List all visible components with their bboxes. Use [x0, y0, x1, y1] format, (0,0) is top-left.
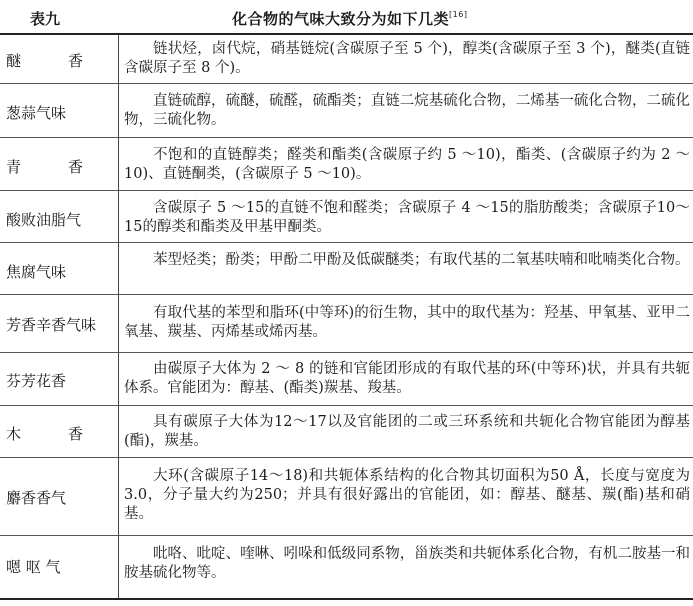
- row-category: 嗯 呕 气: [6, 558, 61, 576]
- row-separator: [0, 535, 693, 536]
- row-category: 酸败油脂气: [6, 211, 82, 229]
- category-char: 香: [68, 158, 84, 176]
- row-category: [6, 423, 114, 443]
- top-rule: [0, 33, 693, 35]
- category-char: 醚: [6, 52, 22, 70]
- column-divider: [118, 35, 119, 598]
- category-char: 木: [6, 425, 22, 443]
- row-description: 含碳原子 5 ～15的直链不饱和醛类；含碳原子 4 ～15的脂肪酸类；含碳原子10～15的醇类和酯类及甲基甲酮类。: [124, 200, 690, 235]
- row-separator: [0, 190, 693, 191]
- table-title: [232, 8, 467, 29]
- bottom-rule: [0, 598, 693, 600]
- row-category: 芳香辛香气味: [6, 316, 97, 334]
- row-separator: [0, 352, 693, 353]
- row-description: 大环(含碳原子14～18)和共轭体系结构的化合物其切面积为50 Å，长度与宽度为3.0，分子量大约为250；并具有很好露出的官能团，如：醇基、醚基、羰(酯)基和硝基。: [124, 468, 690, 522]
- table-label: 表九: [30, 10, 61, 28]
- row-separator: [0, 294, 693, 295]
- category-char: 青: [6, 158, 22, 176]
- row-description: 不饱和的直链醇类；醛类和酯类(含碳原子约 5 ～10)，酯类、(含碳原子约为 2 ～10)、直链酮类，(含碳原子 5 ～10)。: [124, 147, 690, 182]
- category-char: 香: [68, 425, 84, 443]
- row-description: 链状烃，卤代烷，硝基链烷(含碳原子至 5 个)，醇类(含碳原子至 3 个)，醚类(直链含碳原子至 8 个)。: [124, 41, 690, 76]
- table-title-text: 化合物的气味大致分为如下几类: [232, 10, 450, 28]
- row-separator: [0, 405, 693, 406]
- row-description: 具有碳原子大体为12～17以及官能团的二或三环系统和共轭化合物官能团为醇基(酯)，羰基。: [124, 414, 690, 449]
- row-category: 焦腐气味: [6, 263, 67, 281]
- row-category: 芬芳花香: [6, 372, 67, 390]
- row-separator: [0, 242, 693, 243]
- row-description: 直链硫醇，硫醚，硫醛，硫酯类；直链二烷基硫化合物，二烯基一硫化合物，二硫化物，三硫化物。: [124, 93, 690, 128]
- category-char: 香: [68, 52, 84, 70]
- row-description: 吡咯、吡啶、喹啉、吲哚和低级同系物，甾族类和共轭体系化合物，有机二胺基一和胺基硫化物等。: [124, 546, 690, 581]
- row-category: [6, 156, 114, 176]
- row-category: [6, 50, 114, 70]
- table-header: [0, 0, 693, 33]
- row-description: 苯型烃类；酚类；甲酚二甲酚及低碳醚类；有取代基的二氧基呋喃和吡喃类化合物。: [153, 252, 690, 268]
- citation: [16]: [449, 10, 468, 19]
- row-description: 有取代基的苯型和脂环(中等环)的衍生物，其中的取代基为：羟基、甲氧基、亚甲二氧基、羰基、丙烯基或烯丙基。: [124, 305, 690, 340]
- row-separator: [0, 457, 693, 458]
- row-category: 葱蒜气味: [6, 104, 67, 122]
- row-description: 由碳原子大体为 2 ～ 8 的链和官能团形成的有取代基的环(中等环)状，并具有共轭体系。官能团为：醇基、(酯类)羰基、羧基。: [124, 361, 690, 396]
- row-separator: [0, 83, 693, 84]
- row-separator: [0, 137, 693, 138]
- row-category: 麝香香气: [6, 489, 67, 507]
